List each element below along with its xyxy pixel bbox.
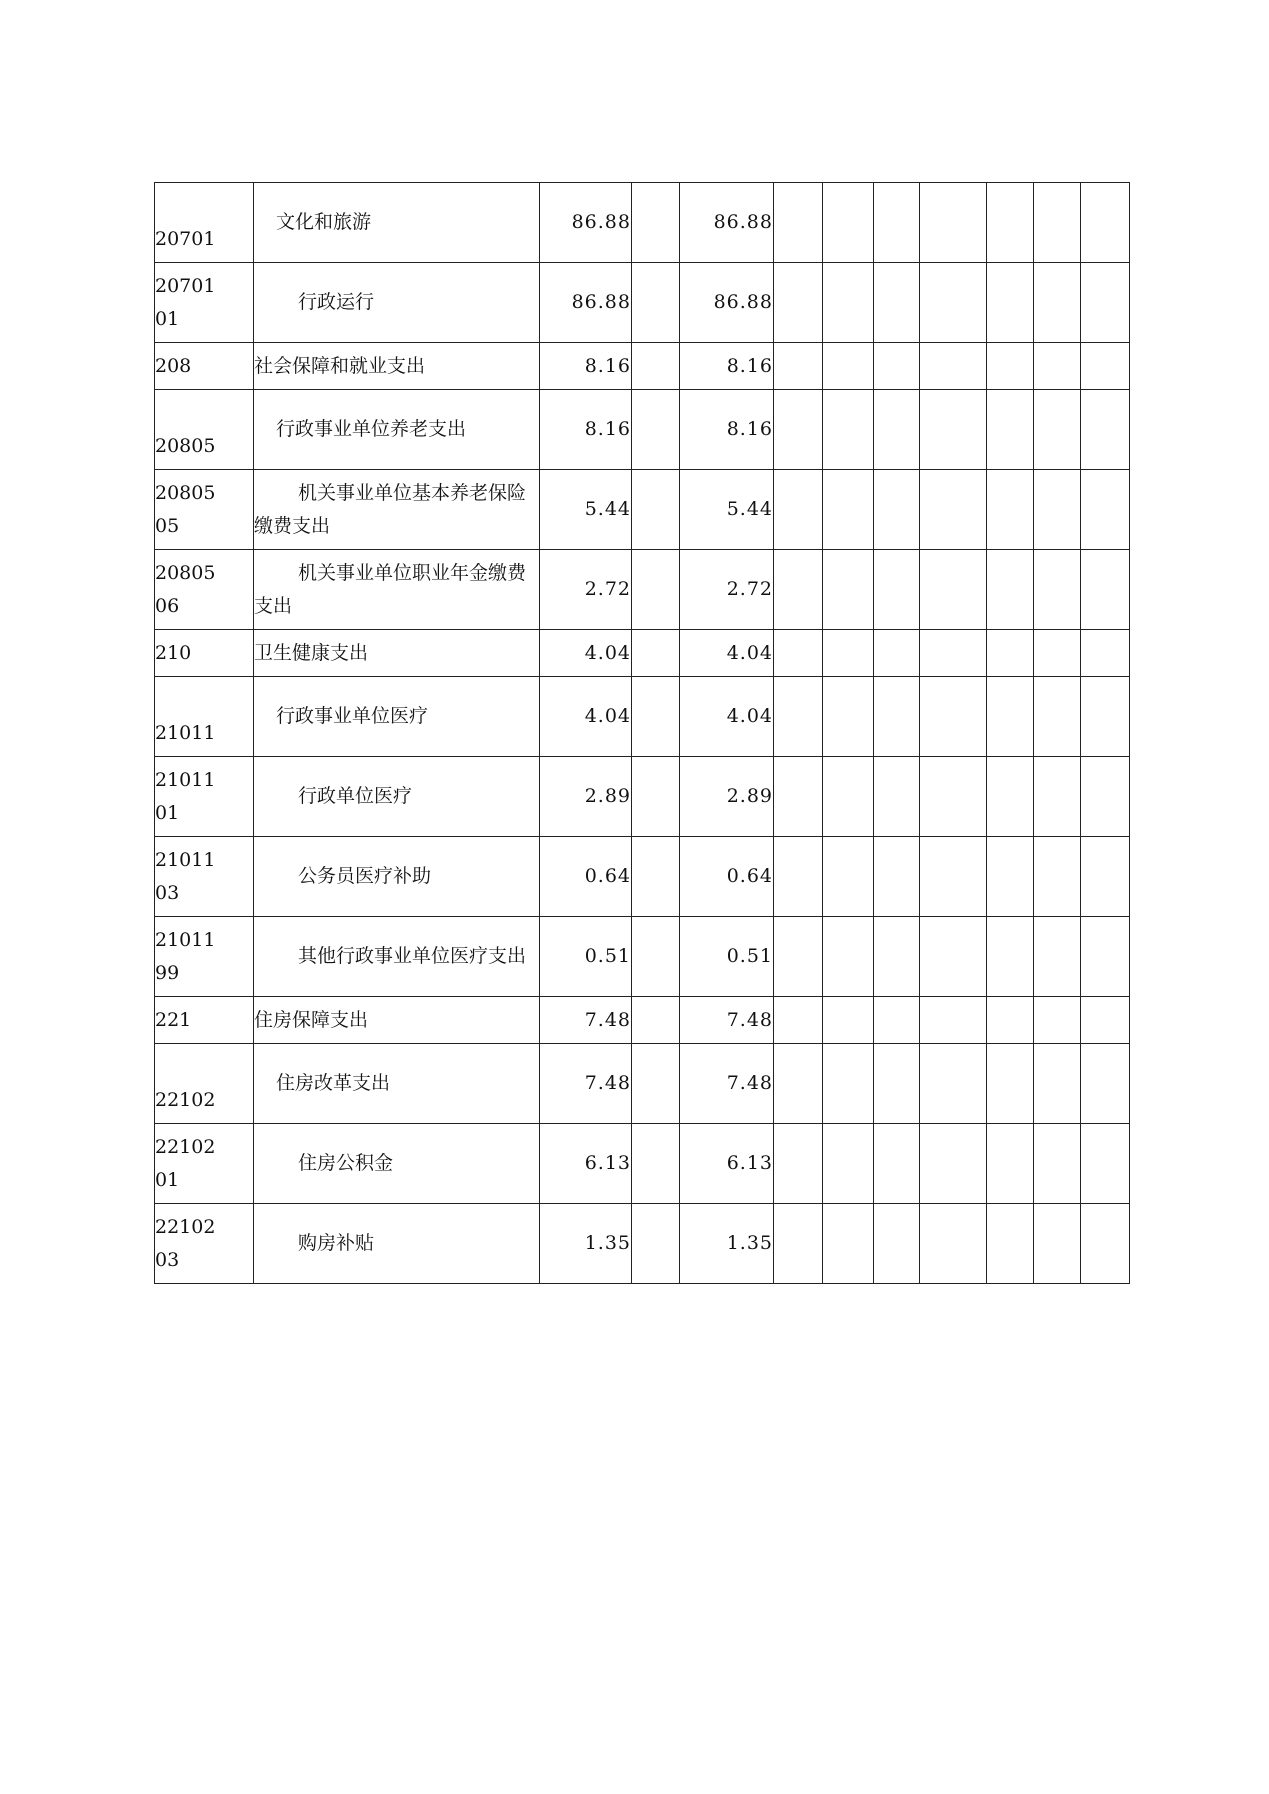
empty-cell <box>874 263 920 343</box>
account-name-cell <box>254 837 540 917</box>
account-code-cell <box>155 837 254 917</box>
account-name-cell <box>254 917 540 997</box>
empty-cell <box>632 550 680 630</box>
account-name-cell <box>254 757 540 837</box>
empty-cell <box>823 343 874 390</box>
budget-table <box>154 182 1130 1284</box>
empty-cell <box>774 1124 823 1204</box>
empty-cell <box>920 917 987 997</box>
empty-cell <box>823 470 874 550</box>
empty-cell <box>1081 1204 1130 1284</box>
empty-cell <box>920 1204 987 1284</box>
total-amount: 86.88 <box>540 263 632 343</box>
empty-cell <box>920 757 987 837</box>
account-name-cell <box>254 1044 540 1124</box>
empty-cell <box>1081 757 1130 837</box>
empty-cell <box>1034 677 1081 757</box>
account-code-cell <box>155 630 254 677</box>
basic-expenditure-amount: 8.16 <box>680 390 774 470</box>
empty-cell <box>632 390 680 470</box>
table-body <box>155 183 1130 1284</box>
empty-cell <box>987 550 1034 630</box>
empty-cell <box>823 677 874 757</box>
table-row <box>155 997 1130 1044</box>
empty-cell <box>632 677 680 757</box>
empty-cell <box>632 917 680 997</box>
account-code: 221 <box>155 1008 192 1031</box>
total-amount: 4.04 <box>540 677 632 757</box>
empty-cell <box>1081 1124 1130 1204</box>
account-code-cell <box>155 1204 254 1284</box>
empty-cell <box>874 837 920 917</box>
empty-cell <box>632 837 680 917</box>
empty-cell <box>874 183 920 263</box>
empty-cell <box>920 470 987 550</box>
account-code-cell <box>155 390 254 470</box>
empty-cell <box>632 630 680 677</box>
empty-cell <box>1081 997 1130 1044</box>
empty-cell <box>1081 917 1130 997</box>
total-amount: 2.72 <box>540 550 632 630</box>
account-name: 公务员医疗补助 <box>298 865 432 887</box>
empty-cell <box>1081 677 1130 757</box>
empty-cell <box>874 1204 920 1284</box>
empty-cell <box>774 1044 823 1124</box>
empty-cell <box>1034 343 1081 390</box>
account-code: 2101103 <box>155 848 216 904</box>
empty-cell <box>1034 917 1081 997</box>
total-amount: 0.51 <box>540 917 632 997</box>
empty-cell <box>874 1124 920 1204</box>
empty-cell <box>632 470 680 550</box>
table-row <box>155 263 1130 343</box>
empty-cell <box>632 343 680 390</box>
empty-cell <box>920 343 987 390</box>
account-code-cell <box>155 470 254 550</box>
empty-cell <box>632 1124 680 1204</box>
total-amount: 8.16 <box>540 390 632 470</box>
table-row <box>155 917 1130 997</box>
empty-cell <box>774 470 823 550</box>
empty-cell <box>823 757 874 837</box>
account-name-cell <box>254 343 540 390</box>
account-name-cell <box>254 997 540 1044</box>
empty-cell <box>987 1204 1034 1284</box>
empty-cell <box>987 1124 1034 1204</box>
account-name: 住房公积金 <box>298 1152 394 1174</box>
empty-cell <box>823 917 874 997</box>
account-code: 2210203 <box>155 1215 216 1271</box>
empty-cell <box>774 390 823 470</box>
empty-cell <box>987 677 1034 757</box>
basic-expenditure-amount: 1.35 <box>680 1204 774 1284</box>
table-row <box>155 343 1130 390</box>
account-code: 2210201 <box>155 1135 216 1191</box>
basic-expenditure-amount: 7.48 <box>680 997 774 1044</box>
account-code: 20701 <box>155 228 216 250</box>
empty-cell <box>774 837 823 917</box>
total-amount: 5.44 <box>540 470 632 550</box>
empty-cell <box>920 997 987 1044</box>
account-code: 20805 <box>155 435 216 457</box>
empty-cell <box>774 917 823 997</box>
empty-cell <box>1034 470 1081 550</box>
table-row <box>155 1124 1130 1204</box>
total-amount: 8.16 <box>540 343 632 390</box>
empty-cell <box>1034 1124 1081 1204</box>
empty-cell <box>1081 183 1130 263</box>
empty-cell <box>774 757 823 837</box>
account-code: 21011 <box>155 722 216 744</box>
account-code: 210 <box>155 641 192 664</box>
empty-cell <box>632 757 680 837</box>
basic-expenditure-amount: 2.72 <box>680 550 774 630</box>
total-amount: 0.64 <box>540 837 632 917</box>
empty-cell <box>920 677 987 757</box>
empty-cell <box>874 470 920 550</box>
empty-cell <box>632 263 680 343</box>
empty-cell <box>874 677 920 757</box>
account-code-cell <box>155 1044 254 1124</box>
basic-expenditure-amount: 0.64 <box>680 837 774 917</box>
empty-cell <box>823 263 874 343</box>
basic-expenditure-amount: 4.04 <box>680 630 774 677</box>
empty-cell <box>632 997 680 1044</box>
basic-expenditure-amount: 7.48 <box>680 1044 774 1124</box>
account-name: 住房保障支出 <box>254 1008 369 1031</box>
table-row <box>155 550 1130 630</box>
empty-cell <box>1034 1204 1081 1284</box>
account-name: 购房补贴 <box>298 1232 375 1254</box>
account-code-cell <box>155 550 254 630</box>
basic-expenditure-amount: 0.51 <box>680 917 774 997</box>
empty-cell <box>874 917 920 997</box>
account-name: 文化和旅游 <box>276 211 372 233</box>
basic-expenditure-amount: 86.88 <box>680 183 774 263</box>
table-row <box>155 390 1130 470</box>
empty-cell <box>632 1204 680 1284</box>
empty-cell <box>920 263 987 343</box>
empty-cell <box>823 550 874 630</box>
empty-cell <box>874 1044 920 1124</box>
total-amount: 6.13 <box>540 1124 632 1204</box>
account-code-cell <box>155 917 254 997</box>
account-code: 2080505 <box>155 481 216 537</box>
table-row <box>155 837 1130 917</box>
empty-cell <box>823 1044 874 1124</box>
empty-cell <box>920 183 987 263</box>
account-name: 行政事业单位医疗 <box>276 705 429 727</box>
account-name-cell <box>254 390 540 470</box>
empty-cell <box>987 470 1034 550</box>
account-code-cell <box>155 1124 254 1204</box>
account-name-cell <box>254 550 540 630</box>
account-name-cell <box>254 677 540 757</box>
total-amount: 1.35 <box>540 1204 632 1284</box>
empty-cell <box>1081 550 1130 630</box>
account-code-cell <box>155 263 254 343</box>
empty-cell <box>1034 183 1081 263</box>
account-code-cell <box>155 343 254 390</box>
account-name: 机关事业单位基本养老保险缴费支出 <box>254 481 527 537</box>
basic-expenditure-amount: 86.88 <box>680 263 774 343</box>
account-code-cell <box>155 997 254 1044</box>
empty-cell <box>823 630 874 677</box>
empty-cell <box>632 1044 680 1124</box>
table-row <box>155 1204 1130 1284</box>
empty-cell <box>987 263 1034 343</box>
empty-cell <box>920 390 987 470</box>
empty-cell <box>1081 343 1130 390</box>
total-amount: 4.04 <box>540 630 632 677</box>
empty-cell <box>823 390 874 470</box>
empty-cell <box>823 1204 874 1284</box>
account-name: 其他行政事业单位医疗支出 <box>298 945 527 967</box>
empty-cell <box>1081 1044 1130 1124</box>
account-code-cell <box>155 757 254 837</box>
account-code: 2101101 <box>155 768 216 824</box>
empty-cell <box>987 917 1034 997</box>
account-code: 2080506 <box>155 561 216 617</box>
empty-cell <box>874 390 920 470</box>
empty-cell <box>920 837 987 917</box>
basic-expenditure-amount: 2.89 <box>680 757 774 837</box>
empty-cell <box>1034 757 1081 837</box>
empty-cell <box>823 183 874 263</box>
empty-cell <box>774 183 823 263</box>
account-code: 22102 <box>155 1089 216 1111</box>
table-row <box>155 470 1130 550</box>
empty-cell <box>987 630 1034 677</box>
empty-cell <box>874 343 920 390</box>
empty-cell <box>920 630 987 677</box>
empty-cell <box>1081 263 1130 343</box>
account-code: 2101199 <box>155 928 216 984</box>
empty-cell <box>774 343 823 390</box>
empty-cell <box>1034 1044 1081 1124</box>
basic-expenditure-amount: 8.16 <box>680 343 774 390</box>
empty-cell <box>987 183 1034 263</box>
empty-cell <box>1081 837 1130 917</box>
account-name: 卫生健康支出 <box>254 641 369 664</box>
empty-cell <box>987 757 1034 837</box>
account-name-cell <box>254 630 540 677</box>
account-code-cell <box>155 677 254 757</box>
empty-cell <box>1034 263 1081 343</box>
account-name: 机关事业单位职业年金缴费支出 <box>254 561 527 617</box>
empty-cell <box>823 837 874 917</box>
empty-cell <box>774 263 823 343</box>
account-name-cell <box>254 263 540 343</box>
empty-cell <box>774 1204 823 1284</box>
empty-cell <box>823 997 874 1044</box>
empty-cell <box>774 630 823 677</box>
empty-cell <box>632 183 680 263</box>
empty-cell <box>874 630 920 677</box>
empty-cell <box>1081 470 1130 550</box>
empty-cell <box>1034 997 1081 1044</box>
table-row <box>155 677 1130 757</box>
table-row <box>155 757 1130 837</box>
account-name: 住房改革支出 <box>276 1072 391 1094</box>
empty-cell <box>987 343 1034 390</box>
account-name-cell <box>254 1204 540 1284</box>
total-amount: 2.89 <box>540 757 632 837</box>
empty-cell <box>987 837 1034 917</box>
empty-cell <box>987 997 1034 1044</box>
basic-expenditure-amount: 6.13 <box>680 1124 774 1204</box>
account-name: 行政单位医疗 <box>298 785 413 807</box>
account-name-cell <box>254 183 540 263</box>
empty-cell <box>874 757 920 837</box>
account-code: 2070101 <box>155 274 216 330</box>
account-name-cell <box>254 470 540 550</box>
account-name-cell <box>254 1124 540 1204</box>
empty-cell <box>987 390 1034 470</box>
account-name: 行政运行 <box>298 291 375 313</box>
account-code-cell <box>155 183 254 263</box>
total-amount: 7.48 <box>540 997 632 1044</box>
empty-cell <box>1081 390 1130 470</box>
empty-cell <box>874 997 920 1044</box>
empty-cell <box>774 677 823 757</box>
account-code: 208 <box>155 354 192 377</box>
empty-cell <box>1034 550 1081 630</box>
table-row <box>155 183 1130 263</box>
table-row <box>155 630 1130 677</box>
empty-cell <box>1034 837 1081 917</box>
empty-cell <box>920 1124 987 1204</box>
empty-cell <box>1034 390 1081 470</box>
empty-cell <box>774 997 823 1044</box>
account-name: 行政事业单位养老支出 <box>276 418 467 440</box>
empty-cell <box>823 1124 874 1204</box>
total-amount: 86.88 <box>540 183 632 263</box>
empty-cell <box>874 550 920 630</box>
empty-cell <box>1034 630 1081 677</box>
empty-cell <box>920 550 987 630</box>
account-name: 社会保障和就业支出 <box>254 354 426 377</box>
empty-cell <box>774 550 823 630</box>
table-row <box>155 1044 1130 1124</box>
basic-expenditure-amount: 5.44 <box>680 470 774 550</box>
basic-expenditure-amount: 4.04 <box>680 677 774 757</box>
empty-cell <box>987 1044 1034 1124</box>
empty-cell <box>920 1044 987 1124</box>
total-amount: 7.48 <box>540 1044 632 1124</box>
empty-cell <box>1081 630 1130 677</box>
